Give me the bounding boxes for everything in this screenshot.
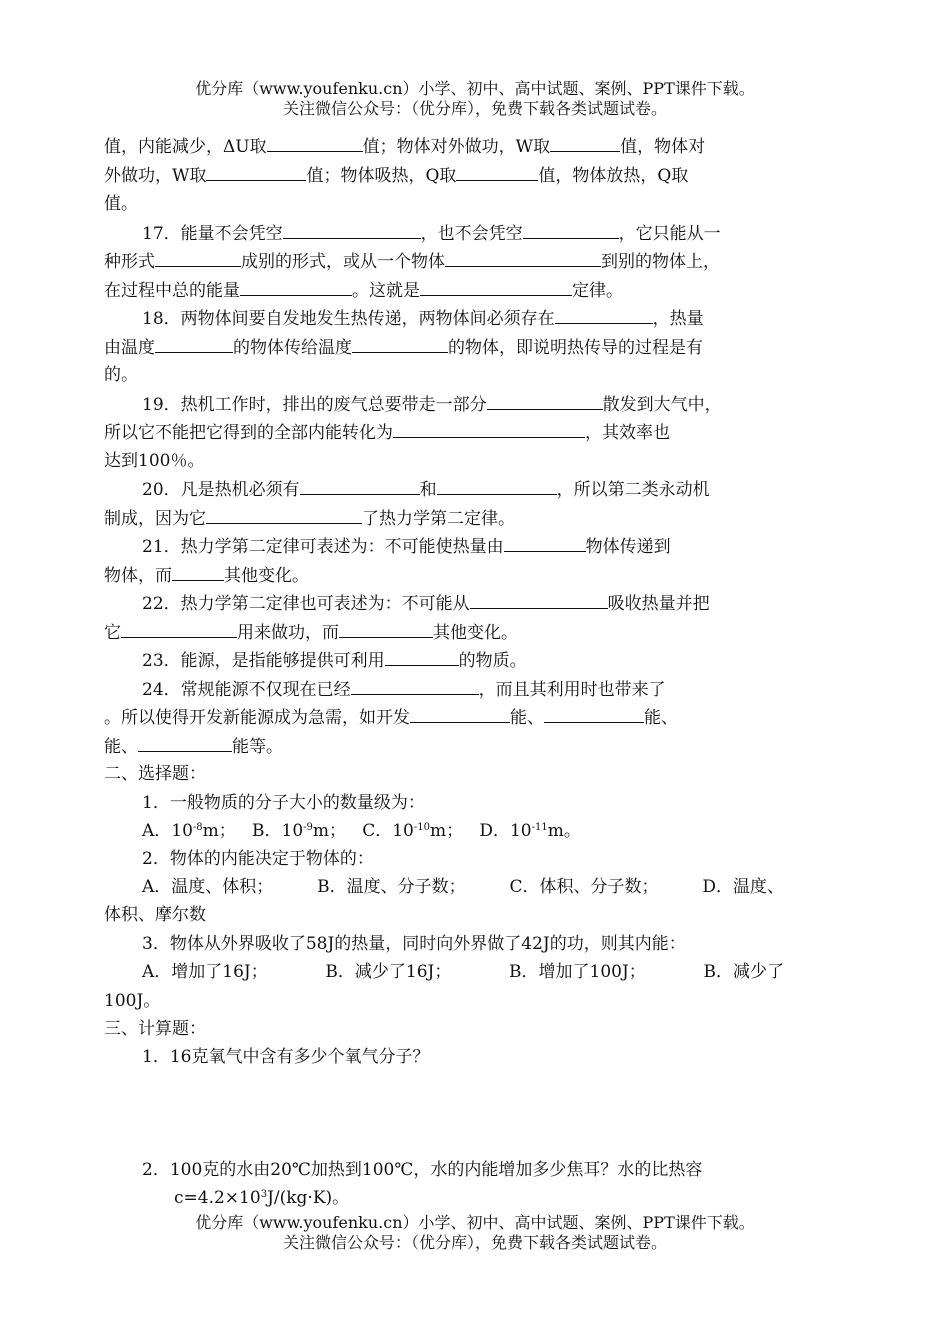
option-d[interactable] xyxy=(479,821,581,841)
text: 的物质。 xyxy=(458,651,527,671)
text: 制成，因为它 xyxy=(104,509,206,529)
q21-line-1 xyxy=(142,533,784,560)
text: 用来做功，而 xyxy=(237,623,339,643)
q20-line-1 xyxy=(142,476,784,503)
answer-blank[interactable] xyxy=(155,334,233,353)
answer-blank[interactable] xyxy=(544,704,644,723)
answer-blank[interactable] xyxy=(172,562,224,581)
text: 值，物体放热，Q取 xyxy=(538,166,689,186)
text: B．10 xyxy=(252,821,304,841)
answer-blank[interactable] xyxy=(206,505,362,524)
choice-q3-stem: 3．物体从外界吸收了58J的热量，同时向外界做了42J的功，则其内能： xyxy=(142,934,686,954)
choice-q1-stem: 1．一般物质的分子大小的数量级为： xyxy=(142,793,425,813)
q19-line-2 xyxy=(104,419,784,446)
text: m； xyxy=(202,821,236,841)
answer-blank[interactable] xyxy=(456,162,538,181)
text: 到别的物体上， xyxy=(601,252,720,272)
option-b[interactable]: B．温度、分子数； xyxy=(317,877,466,897)
text: m。 xyxy=(547,821,581,841)
option-a[interactable] xyxy=(142,821,236,841)
text: C．10 xyxy=(362,821,414,841)
header-line-1: 优分库（www.youfenku.cn）小学、初中、高中试题、案例、PPT课件下载。 xyxy=(195,79,755,98)
q18-line-2 xyxy=(104,334,784,361)
option-d[interactable]: B．减少了 xyxy=(703,962,784,982)
text: 由温度 xyxy=(104,338,155,358)
text: 的物体，即说明热传导的过程是有 xyxy=(448,338,703,358)
answer-blank[interactable] xyxy=(470,590,608,609)
text: 吸收热量并把 xyxy=(607,594,710,614)
text: m； xyxy=(312,821,347,841)
q16-line-2 xyxy=(104,162,784,189)
text: 定律。 xyxy=(572,281,623,301)
answer-blank[interactable] xyxy=(138,733,232,752)
option-c[interactable] xyxy=(362,821,463,841)
answer-blank[interactable] xyxy=(121,619,237,638)
choice-q1-options xyxy=(142,818,784,844)
q19-line-3: 达到100％。 xyxy=(104,451,205,471)
answer-blank[interactable] xyxy=(437,476,557,495)
q23-line-1 xyxy=(142,647,784,674)
answer-blank[interactable] xyxy=(550,133,620,152)
text: 能等。 xyxy=(232,737,283,757)
calc-q1: 1．16克氧气中含有多少个氧气分子？ xyxy=(142,1047,430,1067)
q18-line-1 xyxy=(142,305,784,332)
option-c[interactable]: B．增加了100J； xyxy=(509,962,646,982)
text: 。所以使得开发新能源成为急需，如开发 xyxy=(104,708,410,728)
text: 外做功，W取 xyxy=(104,166,207,186)
answer-blank[interactable] xyxy=(385,647,459,666)
answer-blank[interactable] xyxy=(267,133,363,152)
section-choice-heading: 二、选择题： xyxy=(104,764,206,784)
text: 物体，而 xyxy=(104,566,172,586)
text: 17．能量不会凭空 xyxy=(142,224,283,244)
text: ，热量 xyxy=(652,309,704,329)
answer-blank[interactable] xyxy=(555,305,653,324)
text: ，也不会凭空 xyxy=(420,224,523,244)
answer-blank[interactable] xyxy=(339,619,433,638)
q24-line-1 xyxy=(142,676,784,703)
answer-blank[interactable] xyxy=(206,162,306,181)
exponent: -8 xyxy=(192,822,203,833)
text: D．10 xyxy=(479,821,532,841)
text: 20．凡是热机必须有 xyxy=(142,480,300,500)
q24-line-2 xyxy=(104,704,784,731)
text: 的物体传给温度 xyxy=(233,338,352,358)
text: 能、 xyxy=(510,708,544,728)
text: 21．热力学第二定律可表述为：不可能使热量由 xyxy=(142,537,504,557)
answer-blank[interactable] xyxy=(240,277,352,296)
answer-blank[interactable] xyxy=(393,419,585,438)
option-a[interactable]: A．温度、体积； xyxy=(142,877,274,897)
text: 能、 xyxy=(104,737,138,757)
text: 22．热力学第二定律也可表述为：不可能从 xyxy=(142,594,470,614)
q22-line-2 xyxy=(104,619,784,646)
text: ，其效率也 xyxy=(585,423,670,443)
text: 值，物体对 xyxy=(620,137,706,157)
choice-q3-options xyxy=(142,959,784,985)
q18-line-3: 的。 xyxy=(104,365,138,385)
text: 其他变化。 xyxy=(224,566,309,586)
calc-q2-formula xyxy=(174,1185,774,1211)
q22-line-1 xyxy=(142,590,784,617)
text: ，而且其利用时也带来了 xyxy=(478,680,666,700)
q20-line-2 xyxy=(104,505,784,532)
text: A．10 xyxy=(142,821,193,841)
answer-blank[interactable] xyxy=(420,277,572,296)
exponent: 3 xyxy=(260,1189,268,1200)
text: 值，内能减少，ΔU取 xyxy=(104,137,267,157)
choice-q2-options xyxy=(142,874,784,900)
header-line-2: 关注微信公众号：（优分库），免费下载各类试题试卷。 xyxy=(282,99,667,118)
text: 在过程中总的能量 xyxy=(104,281,240,301)
answer-blank[interactable] xyxy=(445,248,601,267)
answer-blank[interactable] xyxy=(410,704,510,723)
text: 能、 xyxy=(644,708,678,728)
option-c[interactable]: C．体积、分子数； xyxy=(509,877,659,897)
text: 和 xyxy=(419,480,437,500)
option-b[interactable] xyxy=(252,821,346,841)
q16-line-1 xyxy=(104,133,784,160)
text: 18．两物体间要自发地发生热传递，两物体间必须存在 xyxy=(142,309,555,329)
text: 24．常规能源不仅现在已经 xyxy=(142,680,351,700)
text: 19．热机工作时，排出的废气总要带走一部分 xyxy=(142,395,487,415)
calc-q2: 2．100克的水由20℃加热到100℃，水的内能增加多少焦耳？水的比热容 xyxy=(142,1160,703,1180)
text: ，所以第二类永动机 xyxy=(556,480,710,500)
q17-line-3 xyxy=(104,277,784,304)
answer-blank[interactable] xyxy=(352,334,448,353)
q24-line-3 xyxy=(104,733,784,760)
text: m； xyxy=(429,821,464,841)
text: J/(kg·K)。 xyxy=(267,1188,350,1208)
text: 物体传递到 xyxy=(585,537,671,557)
text: 值；物体对外做功，W取 xyxy=(362,137,551,157)
text: 成别的形式，或从一个物体 xyxy=(241,252,445,272)
text: 其他变化。 xyxy=(433,623,518,643)
text: 23．能源，是指能够提供可利用 xyxy=(142,651,385,671)
answer-blank[interactable] xyxy=(283,220,421,239)
text: 它 xyxy=(104,623,121,643)
text: 。这就是 xyxy=(352,281,420,301)
text: 种形式 xyxy=(104,252,155,272)
choice-q2-stem: 2．物体的内能决定于物体的： xyxy=(142,849,374,869)
q17-line-1 xyxy=(142,220,784,247)
answer-blank[interactable] xyxy=(300,476,420,495)
q21-line-2 xyxy=(104,562,784,589)
answer-blank[interactable] xyxy=(523,220,619,239)
footer-line-1: 优分库（www.youfenku.cn）小学、初中、高中试题、案例、PPT课件下载。 xyxy=(195,1213,755,1232)
text: 了热力学第二定律。 xyxy=(362,509,515,529)
text: 散发到大气中， xyxy=(602,395,722,415)
section-calc-heading: 三、计算题： xyxy=(104,1019,206,1039)
answer-blank[interactable] xyxy=(351,676,479,695)
answer-blank[interactable] xyxy=(504,533,586,552)
footer-line-2: 关注微信公众号：（优分库），免费下载各类试题试卷。 xyxy=(282,1233,667,1252)
exponent: -10 xyxy=(413,822,430,833)
choice-q3-options-cont: 100J。 xyxy=(104,991,161,1011)
text: ，它只能从一 xyxy=(618,224,721,244)
option-b[interactable]: B．减少了16J； xyxy=(325,962,452,982)
answer-blank[interactable] xyxy=(487,391,603,410)
text: c=4.2×10 xyxy=(174,1188,261,1208)
text: 所以它不能把它得到的全部内能转化为 xyxy=(104,423,393,443)
exponent: -9 xyxy=(303,822,313,833)
q16-line-3: 值。 xyxy=(104,194,138,214)
exponent: -11 xyxy=(531,822,548,833)
option-a[interactable]: A．增加了16J； xyxy=(142,962,268,982)
q17-line-2 xyxy=(104,248,784,275)
option-d[interactable]: D．温度、 xyxy=(702,877,784,897)
choice-q2-options-cont: 体积、摩尔数 xyxy=(104,905,206,925)
text: 值；物体吸热，Q取 xyxy=(306,166,457,186)
q19-line-1 xyxy=(142,391,784,418)
answer-blank[interactable] xyxy=(155,248,241,267)
